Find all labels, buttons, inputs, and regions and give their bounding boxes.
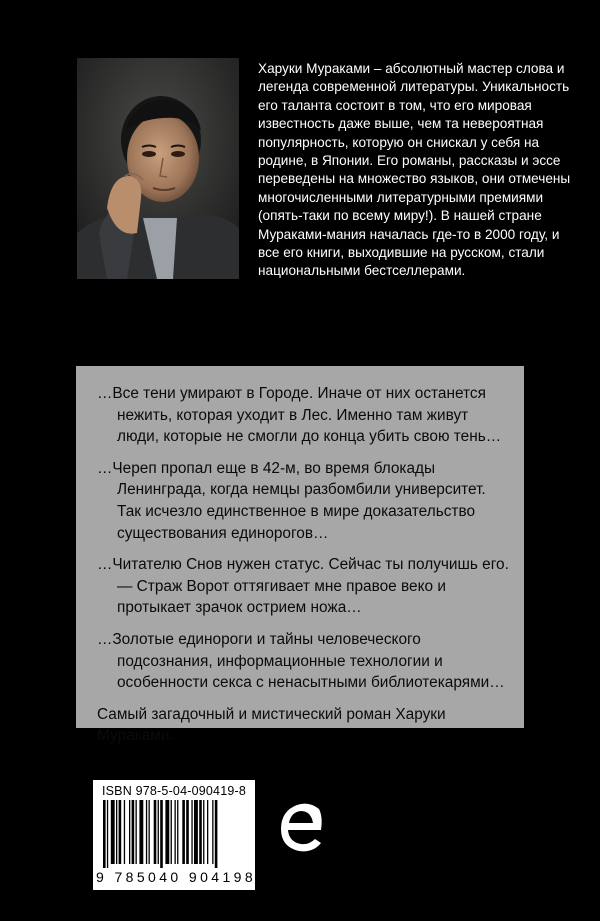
barcode-bar bbox=[175, 800, 176, 864]
excerpt-box bbox=[76, 366, 524, 745]
barcode-bar bbox=[160, 800, 163, 868]
barcode-bar bbox=[146, 800, 147, 864]
barcode-bar bbox=[139, 800, 143, 864]
barcode-bar bbox=[124, 800, 125, 864]
barcode-bar bbox=[107, 800, 108, 868]
barcode-bar bbox=[119, 800, 122, 864]
barcode-bar bbox=[136, 800, 137, 864]
barcode-bar bbox=[203, 800, 204, 864]
barcode-bar bbox=[194, 800, 198, 864]
isbn-barcode bbox=[93, 780, 275, 890]
barcode-bar bbox=[182, 800, 185, 864]
barcode-bar bbox=[111, 800, 115, 864]
excerpt-4: …Золотые единороги и тайны человеческого подсознания, информационные технологии и особенности секса с ненасытными библиотекарями… bbox=[97, 630, 505, 692]
barcode-bar bbox=[158, 800, 159, 864]
barcode-digits: 9 785040 904198 > bbox=[96, 869, 275, 885]
barcode-bar bbox=[149, 800, 150, 864]
barcode-bar bbox=[129, 800, 130, 864]
author-bio: Харуки Мураками – абсолютный мастер слова и легенда современной литературы. Уникальность его таланта состоит в том, что его мировая известность даже выше, чем та невероятная популярность, которую он снискал у себя на родине, в Японии. Его романы, рассказы и эссе переведены на множество языков, они отмечены многочисленными литературными премиями (опять-таки по всему миру!). В нашей стране Мураками-мания началась где-то в 2000 году, и все его книги, выходившие на русском, стали национальными бестселлерами. bbox=[258, 61, 571, 279]
barcode-bar bbox=[154, 800, 157, 864]
barcode-bar bbox=[186, 800, 189, 864]
barcode-bar bbox=[116, 800, 117, 864]
barcode-bar bbox=[103, 800, 106, 868]
barcode-bar bbox=[171, 800, 172, 864]
barcode-bar bbox=[207, 800, 208, 864]
excerpt-2: …Череп пропал еще в 42-м, во время блокады Ленинграда, когда немцы разбомбили университет. Так исчезло единственное в мире доказательство существования единорогов… bbox=[97, 459, 486, 542]
excerpt-3: …Читателю Снов нужен статус. Сейчас ты получишь его.— Страж Ворот оттягивает мне правое веко и протыкает зрачок острием ножа… bbox=[97, 556, 509, 617]
barcode-bars bbox=[93, 800, 255, 870]
barcode-bar bbox=[212, 800, 213, 864]
barcode-bar bbox=[177, 800, 178, 864]
barcode-bar bbox=[191, 800, 192, 864]
barcode-bar bbox=[132, 800, 135, 864]
barcode-bar bbox=[199, 800, 202, 864]
isbn-label: ISBN 978-5-04-090419-8 bbox=[101, 784, 247, 798]
author-photo bbox=[77, 58, 239, 279]
barcode-bar bbox=[215, 800, 218, 868]
excerpt-1: …Все тени умирают в Городе. Иначе от них останется нежить, которая уходит в Лес. Именно там живут люди, которые не смогли до конца убить свою тень… bbox=[97, 385, 502, 446]
tagline: Самый загадочный и мистический роман Харуки Мураками. bbox=[97, 705, 446, 745]
stylized-e-logo-icon bbox=[275, 799, 329, 855]
barcode-bar bbox=[165, 800, 169, 864]
